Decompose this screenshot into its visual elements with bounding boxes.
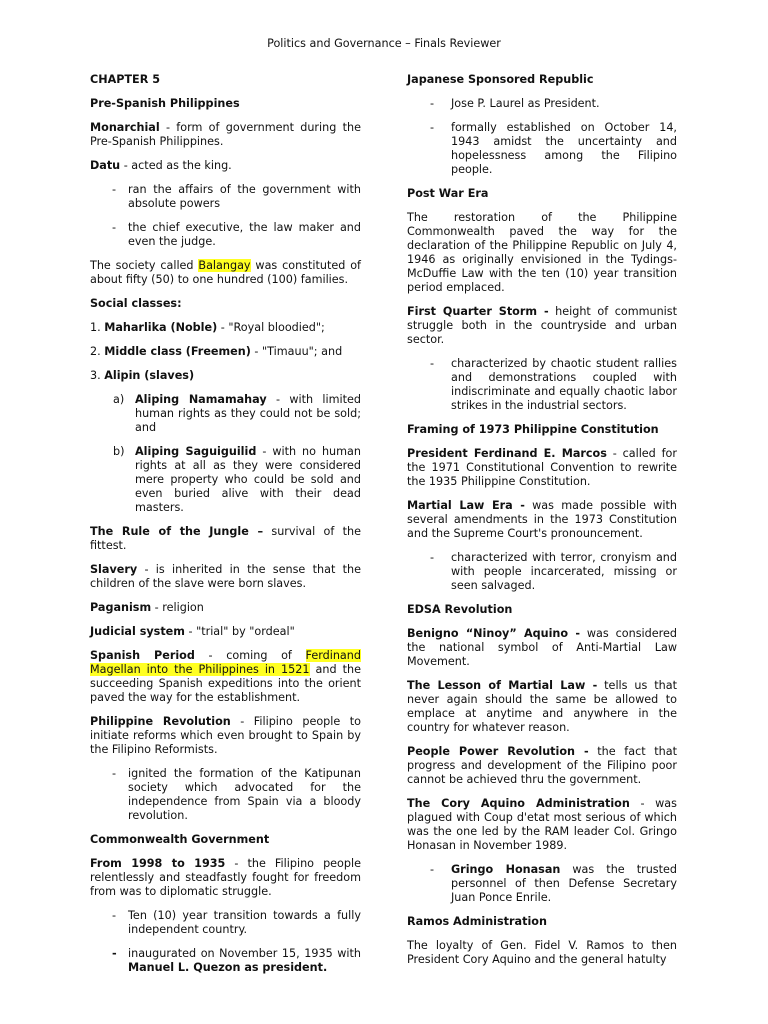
paragraph-balangay [90,259,361,287]
term-slavery: Slavery [90,563,138,576]
bullet-marker: - [430,121,435,134]
definition-text: - the Filipino people relentlessly and steadfastly fought for freedom from was to diplomatic struggle. [90,857,361,898]
numbered-item [90,345,361,359]
chapter-heading: CHAPTER 5 [90,73,160,86]
heading-japanese-republic: Japanese Sponsored Republic [407,73,594,86]
paragraph-monarchial [90,121,361,149]
heading-commonwealth: Commonwealth Government [90,833,270,846]
heading-ramos-administration: Ramos Administration [407,915,547,928]
paragraph-philippine-revolution [90,715,361,757]
list-item [90,909,361,937]
list-item [90,393,361,435]
term-cory-aquino: The Cory Aquino Administration [407,797,630,810]
paragraph-martial-law [407,499,677,541]
paragraph-spanish-period [90,649,361,705]
definition-text: - acted as the king. [120,159,232,172]
definition-text: - "trial" by "ordeal" [184,625,295,638]
list-item [407,863,677,905]
paragraph-cory-aquino [407,797,677,853]
bullet-marker: - [112,909,117,922]
term-gringo-honasan: Gringo Honasan [451,863,561,876]
term-from-1998-to-1935: From 1998 to 1935 [90,857,226,870]
numbered-item [90,369,361,383]
definition-text: - was plagued with Coup d'etat most serious of which was the one led by the RAM leader Col. Gringo Honasan in November 1989. [407,797,677,852]
bullet-marker: - [112,221,117,234]
bullet-marker: - [430,97,435,110]
list-item-text: ran the affairs of the government with absolute powers [128,183,361,210]
list-item [407,97,677,111]
term-rule-of-jungle: The Rule of the Jungle – [90,525,264,538]
list-item [90,183,361,211]
item-number: 3. [90,369,105,382]
term-middle-class: Middle class (Freemen) [104,345,251,358]
paragraph-rule-of-jungle [90,525,361,553]
definition-text: - is inherited in the sense that the children of the slave were born slaves. [90,563,361,590]
item-number: 2. [90,345,105,358]
term-judicial-system: Judicial system [90,625,185,638]
list-item [90,767,361,823]
definition-text: - "Royal bloodied"; [217,321,325,334]
bullet-marker: - [112,947,117,960]
paragraph-datu [90,159,361,173]
definition-text: - called for the 1971 Constitutional Convention to rewrite the 1935 Philippine Constitution. [407,447,677,488]
heading-social-classes: Social classes: [90,297,182,310]
term-quezon: Manuel L. Quezon as president. [128,961,328,974]
term-monarchial: Monarchial [90,121,160,134]
definition-text: - with limited human rights as they could not be sold; and [135,393,361,434]
definition-text: was the trusted personnel of then Defense Secretary Juan Ponce Enrile. [451,863,678,904]
list-marker: a) [113,393,125,406]
definition-text: - Filipino people to initiate reforms which even brought to Spain by the Filipino Reformists. [90,715,362,756]
list-item [90,445,361,515]
section-heading-pre-spanish: Pre-Spanish Philippines [90,97,240,110]
paragraph-ramos: The loyalty of Gen. Fidel V. Ramos to then President Cory Aquino and the general hatulty [407,939,677,966]
bullet-marker: - [112,767,117,780]
heading-post-war-era: Post War Era [407,187,489,200]
item-number: 1. [90,321,105,334]
paragraph-slavery [90,563,361,591]
list-item [407,121,677,177]
list-item-text: Ten (10) year transition towards a fully independent country. [128,909,361,936]
paragraph-post-war: The restoration of the Philippine Commonwealth paved the way for the declaration of the Philippine Republic on July 4, 1946 as originally envisioned in the Tydings-McDuffie Law with the ten (10) year transition period emplaced. [407,211,677,294]
list-item [90,947,361,975]
list-item-text: characterized by chaotic student rallies and demonstrations coupled with indiscriminate and equally chaotic labor strikes in the industrial sectors. [451,357,677,412]
list-item-text: ignited the formation of the Katipunan society which advocated for the independence from Spain via a bloody revolution. [128,767,361,822]
bullet-marker: - [430,863,435,876]
list-item [90,221,361,249]
term-aliping-namamahay: Aliping Namamahay [135,393,267,406]
definition-text: height of communist struggle both in the countryside and urban sector. [407,305,677,346]
heading-edsa-revolution: EDSA Revolution [407,603,513,616]
definition-text: was considered the national symbol of Anti-Martial Law Movement. [407,627,677,668]
term-paganism: Paganism [90,601,152,614]
right-column [407,73,677,977]
definition-text: the fact that progress and development of the Filipino poor cannot be achieved thru the government. [407,745,677,786]
list-item [407,357,677,413]
term-first-quarter-storm: First Quarter Storm - [407,305,549,318]
highlighted-text: Balangay [198,259,251,272]
text-span: - coming of [194,649,306,662]
term-lesson-martial-law: The Lesson of Martial Law - [407,679,598,692]
highlighted-text: Ferdinand Magellan into the Philippines in 1521 [90,649,361,676]
numbered-item [90,321,361,335]
paragraph-first-quarter-storm [407,305,677,347]
paragraph-from-1998 [90,857,361,899]
term-datu: Datu [90,159,121,172]
definition-text: was made possible with several amendments in the 1973 Constitution and the Supreme Court's pronouncement. [407,499,677,540]
paragraph-marcos [407,447,677,489]
text-span: was constituted of about fifty (50) to one hundred (100) families. [90,259,361,286]
paragraph-judicial [90,625,361,639]
list-item-text: the chief executive, the law maker and even the judge. [128,221,361,248]
definition-text: survival of the fittest. [90,525,361,552]
term-people-power: People Power Revolution - [407,745,589,758]
list-marker: b) [113,445,125,458]
definition-text: - religion [151,601,204,614]
term-alipin: Alipin (slaves) [104,369,195,382]
paragraph-ninoy [407,627,677,669]
term-martial-law-era: Martial Law Era - [407,499,525,512]
term-marcos: President Ferdinand E. Marcos [407,447,607,460]
heading-framing-1973: Framing of 1973 Philippine Constitution [407,423,659,436]
text-span: The society called [90,259,199,272]
term-philippine-revolution: Philippine Revolution [90,715,231,728]
term-maharlika: Maharlika (Noble) [104,321,218,334]
list-item-text: formally established on October 14, 1943 amidst the uncertainty and hopelessness among the Filipino people. [451,121,677,176]
definition-text: tells us that never again should the same be allowed to emplace at anytime and anywhere in the country for whatever reason. [407,679,677,734]
term-spanish-period: Spanish Period [90,649,195,662]
list-item-text: inaugurated on November 15, 1935 with [128,947,361,960]
bullet-marker: - [430,551,435,564]
definition-text: - with no human rights at all as they were considered mere property who could be sold and even buried alive with their dead masters. [135,445,361,514]
text-span: and the succeeding Spanish expeditions into the orient paved the way for the establishment. [90,663,361,704]
bullet-marker: - [430,357,435,370]
term-aliping-saguiguilid: Aliping Saguiguilid [135,445,257,458]
paragraph-lesson [407,679,677,735]
definition-text: - form of government during the Pre-Spanish Philippines. [90,121,361,148]
left-column [90,73,361,985]
list-item [407,551,677,593]
paragraph-people-power [407,745,677,787]
term-ninoy-aquino: Benigno “Ninoy” Aquino - [407,627,580,640]
list-item-text: characterized with terror, cronyism and with people incarcerated, missing or seen salvaged. [451,551,677,592]
page-header: Politics and Governance – Finals Reviewer [267,37,501,50]
list-item-text: Jose P. Laurel as President. [451,97,600,110]
paragraph-paganism [90,601,361,615]
definition-text: - "Timauu"; and [250,345,343,358]
bullet-marker: - [112,183,117,196]
